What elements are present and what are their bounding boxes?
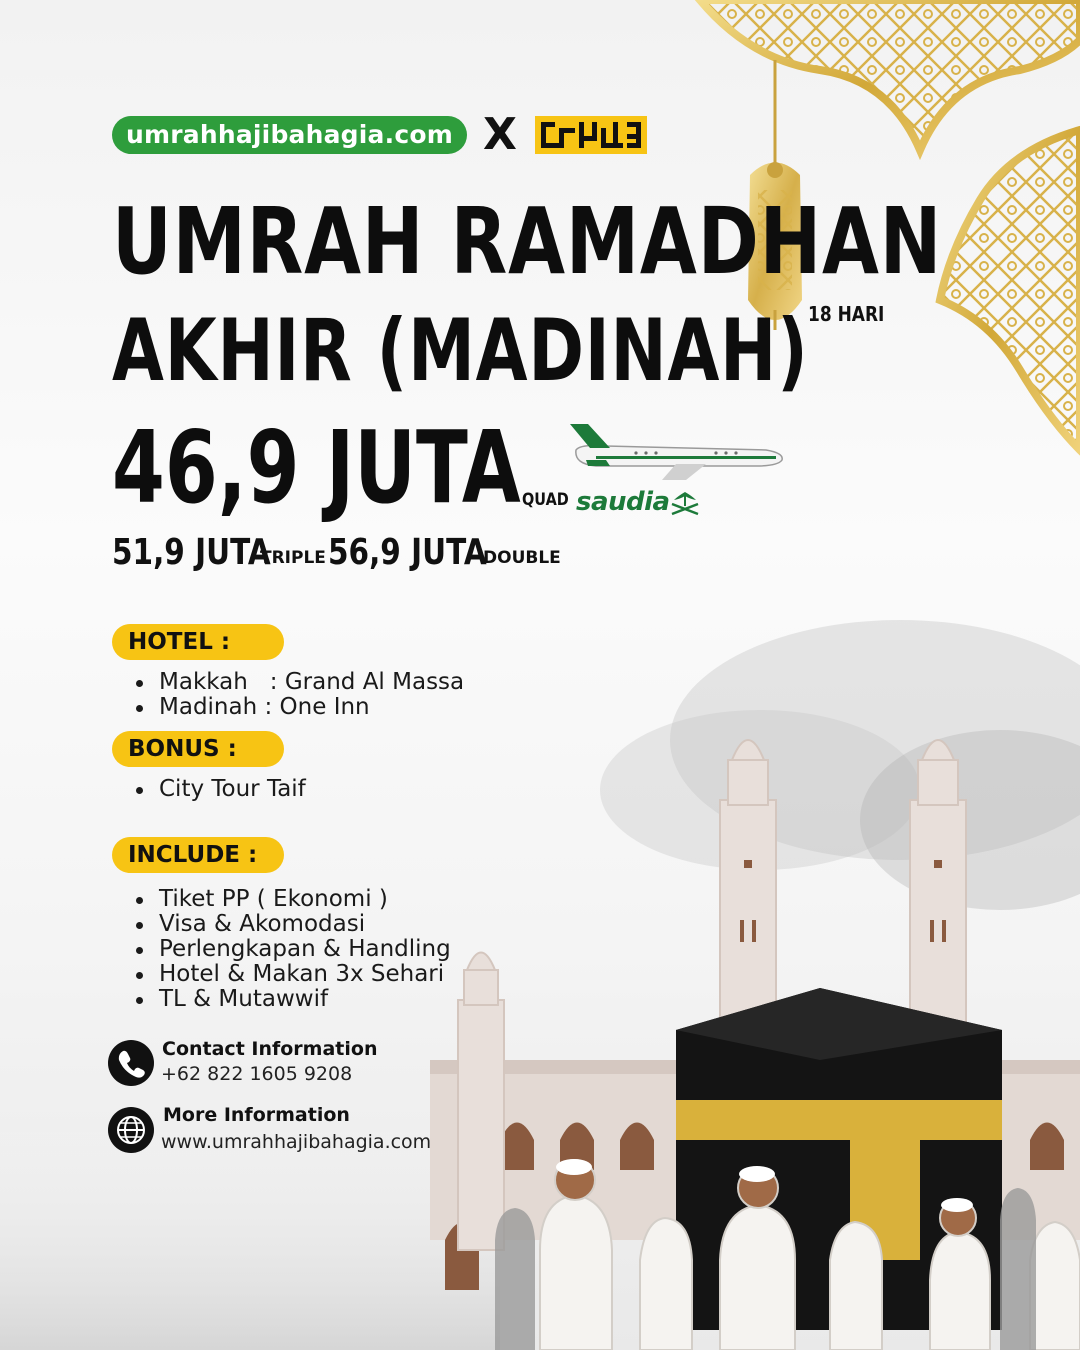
brand-separator: X bbox=[483, 109, 517, 160]
bonus-list bbox=[112, 777, 306, 802]
list-item: Hotel & Makan 3x Sehari bbox=[112, 962, 451, 987]
contact-label: Contact Information bbox=[162, 1038, 378, 1060]
duration-label: 18 HARI bbox=[808, 302, 885, 326]
list-item: Perlengkapan & Handling bbox=[112, 937, 451, 962]
double-price-unit: DOUBLE bbox=[483, 548, 561, 568]
main-price: 46,9 JUTA bbox=[112, 409, 521, 526]
globe-icon bbox=[108, 1107, 154, 1153]
airline-name: saudia bbox=[576, 487, 670, 517]
list-item: Tiket PP ( Ekonomi ) bbox=[112, 887, 451, 912]
airplane-icon bbox=[566, 420, 786, 486]
triple-price: 51,9 JUTA bbox=[112, 532, 271, 573]
headline-line-2: AKHIR (MADINAH) bbox=[112, 301, 809, 401]
main-price-unit: QUAD bbox=[522, 490, 569, 510]
list-item: Madinah : One Inn bbox=[112, 695, 464, 720]
include-list bbox=[112, 887, 451, 1012]
contact-phone[interactable]: +62 822 1605 9208 bbox=[161, 1063, 353, 1085]
site-brand-pill: umrahhajibahagia.com bbox=[112, 116, 467, 154]
list-item: Makkah : Grand Al Massa bbox=[112, 670, 464, 695]
bonus-section-label: BONUS : bbox=[112, 731, 284, 767]
triple-price-unit: TRIPLE bbox=[260, 548, 326, 568]
headline-line-1: UMRAH RAMADHAN bbox=[112, 188, 943, 295]
more-info-label: More Information bbox=[163, 1104, 350, 1126]
hotel-list bbox=[112, 670, 464, 720]
hotel-section-label: HOTEL : bbox=[112, 624, 284, 660]
double-price: 56,9 JUTA bbox=[328, 532, 487, 573]
list-item: Visa & Akomodasi bbox=[112, 912, 451, 937]
website-link[interactable]: www.umrahhajibahagia.com bbox=[161, 1131, 432, 1153]
include-section-label: INCLUDE : bbox=[112, 837, 284, 873]
palm-swords-emblem-icon bbox=[668, 490, 702, 516]
list-item: City Tour Taif bbox=[112, 777, 306, 802]
phone-icon bbox=[108, 1040, 154, 1086]
arabic-calligraphy-logo-icon bbox=[535, 116, 647, 154]
list-item: TL & Mutawwif bbox=[112, 987, 451, 1012]
